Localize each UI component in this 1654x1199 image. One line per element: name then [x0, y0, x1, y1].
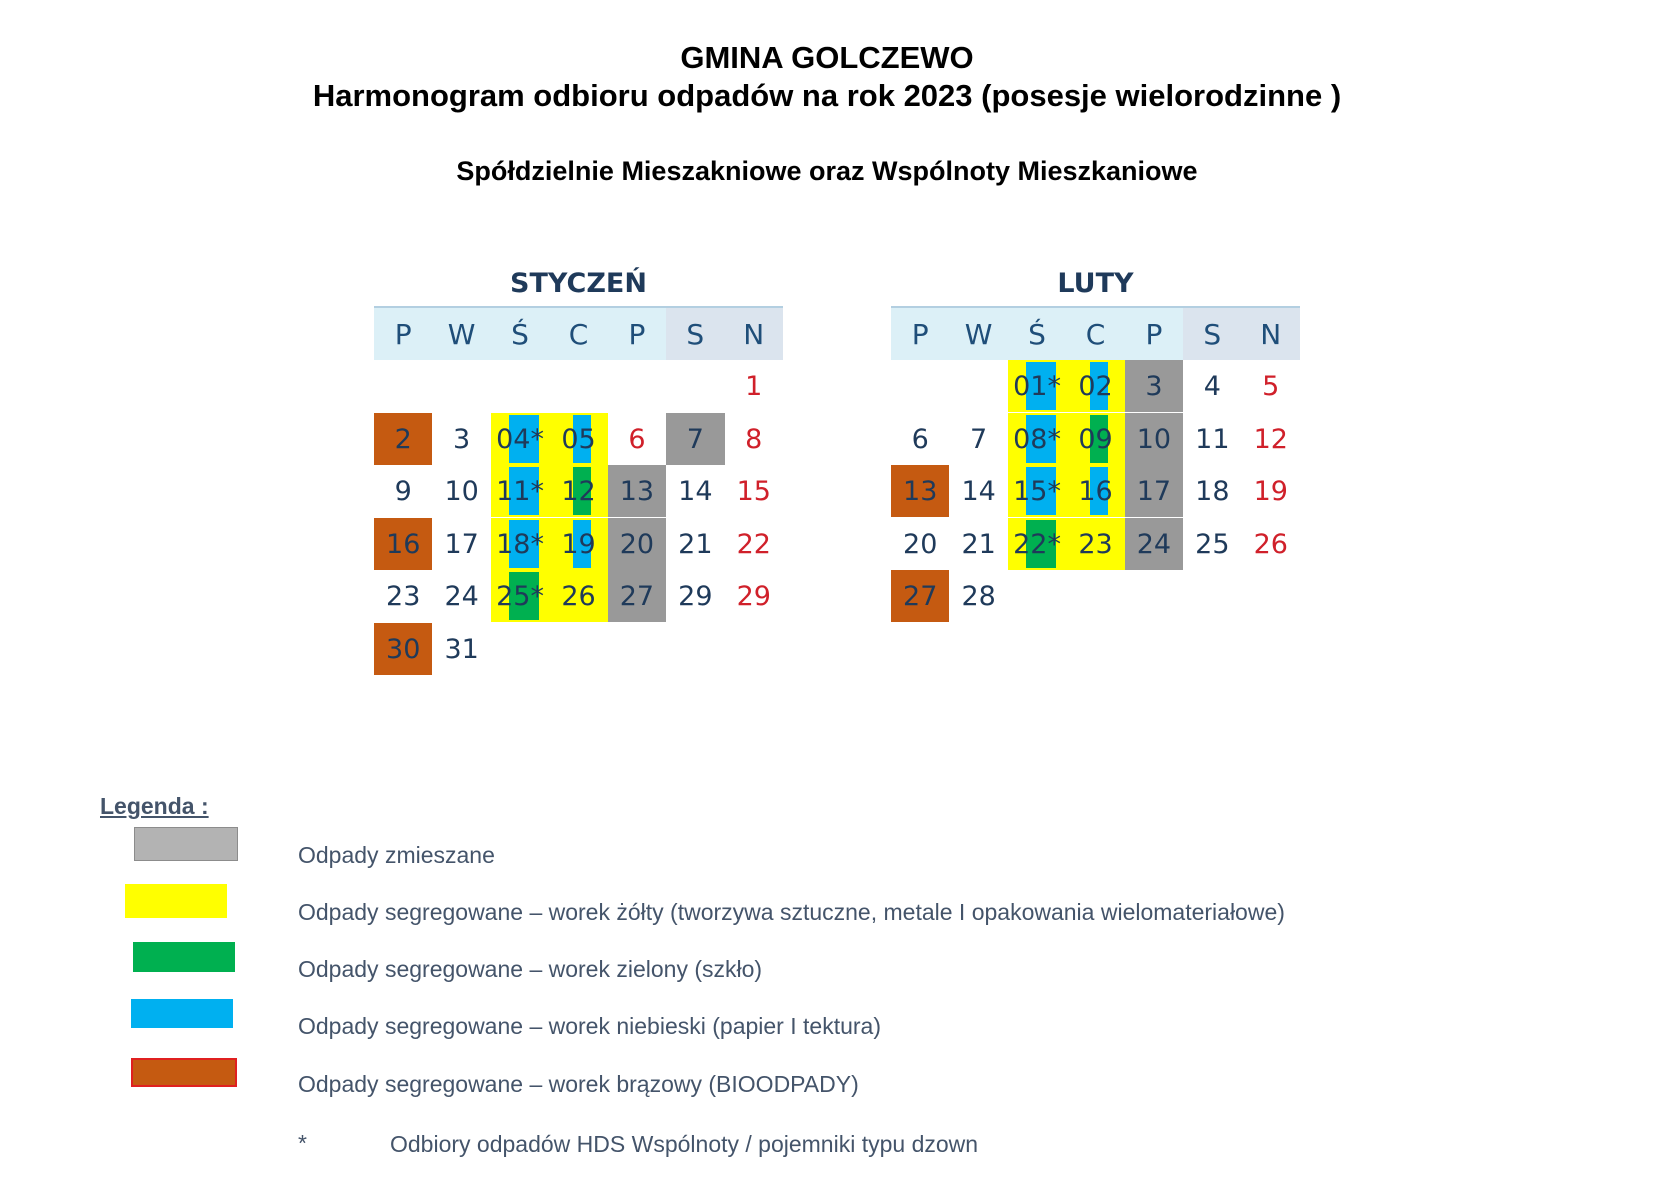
calendar-day [949, 518, 1007, 570]
calendar-day [1066, 413, 1124, 465]
calendar-day [1125, 360, 1183, 412]
day-number: 21 [961, 528, 996, 560]
day-number: 15 [736, 476, 771, 507]
day-number: 26 [561, 581, 596, 612]
legend-swatch-mixed [134, 827, 238, 861]
legend-note-asterisk: * [298, 1130, 307, 1156]
calendar-day [374, 518, 432, 570]
month-title: LUTY [1057, 268, 1134, 299]
calendar-day [549, 570, 607, 622]
weekday-label: P [1125, 308, 1183, 360]
day-number: 16 [1078, 476, 1113, 507]
calendar-day [608, 570, 666, 622]
day-number: 19 [561, 528, 596, 560]
day-number: 27 [619, 581, 655, 612]
day-number: 08* [1013, 423, 1061, 455]
day-number: 23 [1078, 528, 1113, 560]
day-number: 8 [745, 423, 763, 455]
calendar-day [1242, 518, 1300, 570]
calendar-day [1066, 518, 1124, 570]
day-number: 24 [444, 581, 479, 612]
day-number: 31 [444, 633, 479, 665]
day-number: 10 [444, 476, 479, 507]
calendar-day [1125, 518, 1183, 570]
calendar-day [1242, 465, 1300, 517]
calendar-day [1183, 518, 1241, 570]
calendar-day [891, 413, 949, 465]
day-number: 25 [1195, 528, 1230, 560]
day-number: 18* [496, 528, 544, 560]
calendar-day [608, 413, 666, 465]
day-number: 11 [1195, 423, 1230, 455]
calendar-day [432, 413, 490, 465]
calendar-day [1242, 413, 1300, 465]
day-number: 20 [619, 528, 655, 560]
calendar-day [432, 518, 490, 570]
calendar-day [374, 623, 432, 675]
calendar-day [666, 465, 724, 517]
legend-note: Odbiory odpadów HDS Wspólnoty / pojemniki typu dzown [390, 1131, 979, 1157]
legend-label-green: Odpady segregowane – worek zielony (szkło) [298, 956, 763, 982]
calendar-day [891, 465, 949, 517]
calendar-day [491, 413, 549, 465]
calendar-day [1008, 413, 1066, 465]
day-number: 23 [386, 581, 421, 612]
calendar-day [1008, 360, 1066, 412]
day-number: 3 [453, 423, 471, 455]
weekday-label: P [891, 308, 949, 360]
day-number: 30 [386, 633, 421, 665]
day-number: 27 [903, 581, 938, 612]
weekday-label: P [608, 308, 666, 360]
day-number: 28 [961, 581, 996, 612]
day-number: 7 [970, 423, 988, 455]
day-number: 25* [496, 581, 544, 612]
month-title: STYCZEŃ [510, 268, 647, 299]
day-number: 18 [1195, 476, 1230, 507]
weekday-header [891, 306, 1300, 360]
day-number: 17 [444, 528, 479, 560]
day-number: 4 [1203, 371, 1221, 402]
calendar-day [666, 518, 724, 570]
day-number: 04* [496, 423, 544, 455]
calendar-day [374, 413, 432, 465]
calendar-day [949, 413, 1007, 465]
day-number: 10 [1136, 423, 1172, 455]
calendar-day [491, 518, 549, 570]
day-number: 5 [1262, 371, 1280, 402]
weekday-label: C [1066, 308, 1124, 360]
weekday-header [374, 306, 783, 360]
calendar-day [725, 465, 783, 517]
calendar-day [1008, 518, 1066, 570]
day-number: 12 [1253, 423, 1288, 455]
legend-label-yellow: Odpady segregowane – worek żółty (tworzywa sztuczne, metale I opakowania wielomateriałowe) [298, 899, 1285, 925]
day-number: 13 [619, 476, 655, 507]
day-number: 16 [386, 528, 421, 560]
weekday-label: Ś [1008, 308, 1066, 360]
calendar-day [725, 570, 783, 622]
day-number: 3 [1145, 371, 1163, 402]
weekday-label: P [374, 308, 432, 360]
calendar-day [1183, 413, 1241, 465]
calendar-day [1242, 360, 1300, 412]
calendar-day [608, 518, 666, 570]
day-number: 26 [1253, 528, 1288, 560]
calendar-day [725, 518, 783, 570]
day-number: 2 [394, 423, 412, 455]
weekday-label: Ś [491, 308, 549, 360]
day-number: 02 [1078, 371, 1113, 402]
day-number: 12 [561, 476, 596, 507]
document-title: GMINA GOLCZEWO [680, 40, 974, 75]
calendar-day [1183, 360, 1241, 412]
calendar-day [432, 623, 490, 675]
weekday-label: N [725, 308, 783, 360]
day-number: 19 [1253, 476, 1288, 507]
legend-swatch-yellow [125, 884, 227, 918]
day-number: 1 [745, 371, 763, 402]
weekday-label: W [432, 308, 490, 360]
weekday-label: W [949, 308, 1007, 360]
calendar-day [1183, 465, 1241, 517]
weekday-label: S [1183, 308, 1241, 360]
month-calendar-february [891, 262, 1300, 675]
day-number: 20 [903, 528, 938, 560]
day-number: 17 [1136, 476, 1172, 507]
day-number: 05 [561, 423, 596, 455]
calendar-day [1125, 413, 1183, 465]
day-number: 13 [903, 476, 938, 507]
calendar-day [891, 518, 949, 570]
calendar-day [949, 465, 1007, 517]
day-number: 6 [628, 423, 646, 455]
weekday-label: S [666, 308, 724, 360]
document-group: Spółdzielnie Mieszakniowe oraz Wspólnoty Mieszkaniowe [456, 156, 1198, 186]
day-number: 9 [394, 476, 412, 507]
month-calendar-january [374, 262, 783, 675]
calendar-day [549, 518, 607, 570]
legend-swatch-brown [131, 1058, 237, 1087]
calendar-day [1066, 465, 1124, 517]
day-number: 01* [1013, 371, 1061, 402]
calendar-day [725, 413, 783, 465]
document-subtitle: Harmonogram odbioru odpadów na rok 2023 (posesje wielorodzinne ) [312, 78, 1342, 113]
calendar-day [549, 413, 607, 465]
calendar-day [1125, 465, 1183, 517]
calendar-day [608, 465, 666, 517]
calendar-day [432, 570, 490, 622]
calendar-day [666, 413, 724, 465]
days-grid [891, 360, 1300, 675]
calendar-day [949, 570, 1007, 622]
calendar-day [1008, 465, 1066, 517]
legend-label-blue: Odpady segregowane – worek niebieski (papier I tektura) [298, 1013, 881, 1039]
day-number: 29 [736, 581, 771, 612]
day-number: 09 [1078, 423, 1113, 455]
weekday-label: N [1242, 308, 1300, 360]
day-number: 22* [1013, 528, 1061, 560]
calendar-day [1066, 360, 1124, 412]
calendar-day [491, 570, 549, 622]
day-number: 15* [1013, 476, 1061, 507]
day-number: 14 [678, 476, 713, 507]
calendar-day [491, 465, 549, 517]
day-number: 14 [961, 476, 996, 507]
legend-swatch-green [133, 942, 235, 972]
calendar-day [725, 360, 783, 412]
calendar-day [891, 570, 949, 622]
legend-label-brown: Odpady segregowane – worek brązowy (BIOODPADY) [298, 1071, 859, 1097]
calendar-day [549, 465, 607, 517]
days-grid [374, 360, 783, 675]
day-number: 7 [686, 423, 704, 455]
calendar-day [432, 465, 490, 517]
day-number: 22 [736, 528, 771, 560]
legend-title: Legenda : [100, 793, 209, 819]
day-number: 6 [911, 423, 929, 455]
weekday-label: C [549, 308, 607, 360]
day-number: 29 [678, 581, 713, 612]
day-number: 24 [1136, 528, 1172, 560]
legend-label-mixed: Odpady zmieszane [298, 842, 495, 868]
calendar-day [666, 570, 724, 622]
day-number: 11* [496, 476, 544, 507]
calendar-day [374, 570, 432, 622]
legend-swatch-blue [131, 999, 233, 1028]
day-number: 21 [678, 528, 713, 560]
calendar-day [374, 465, 432, 517]
